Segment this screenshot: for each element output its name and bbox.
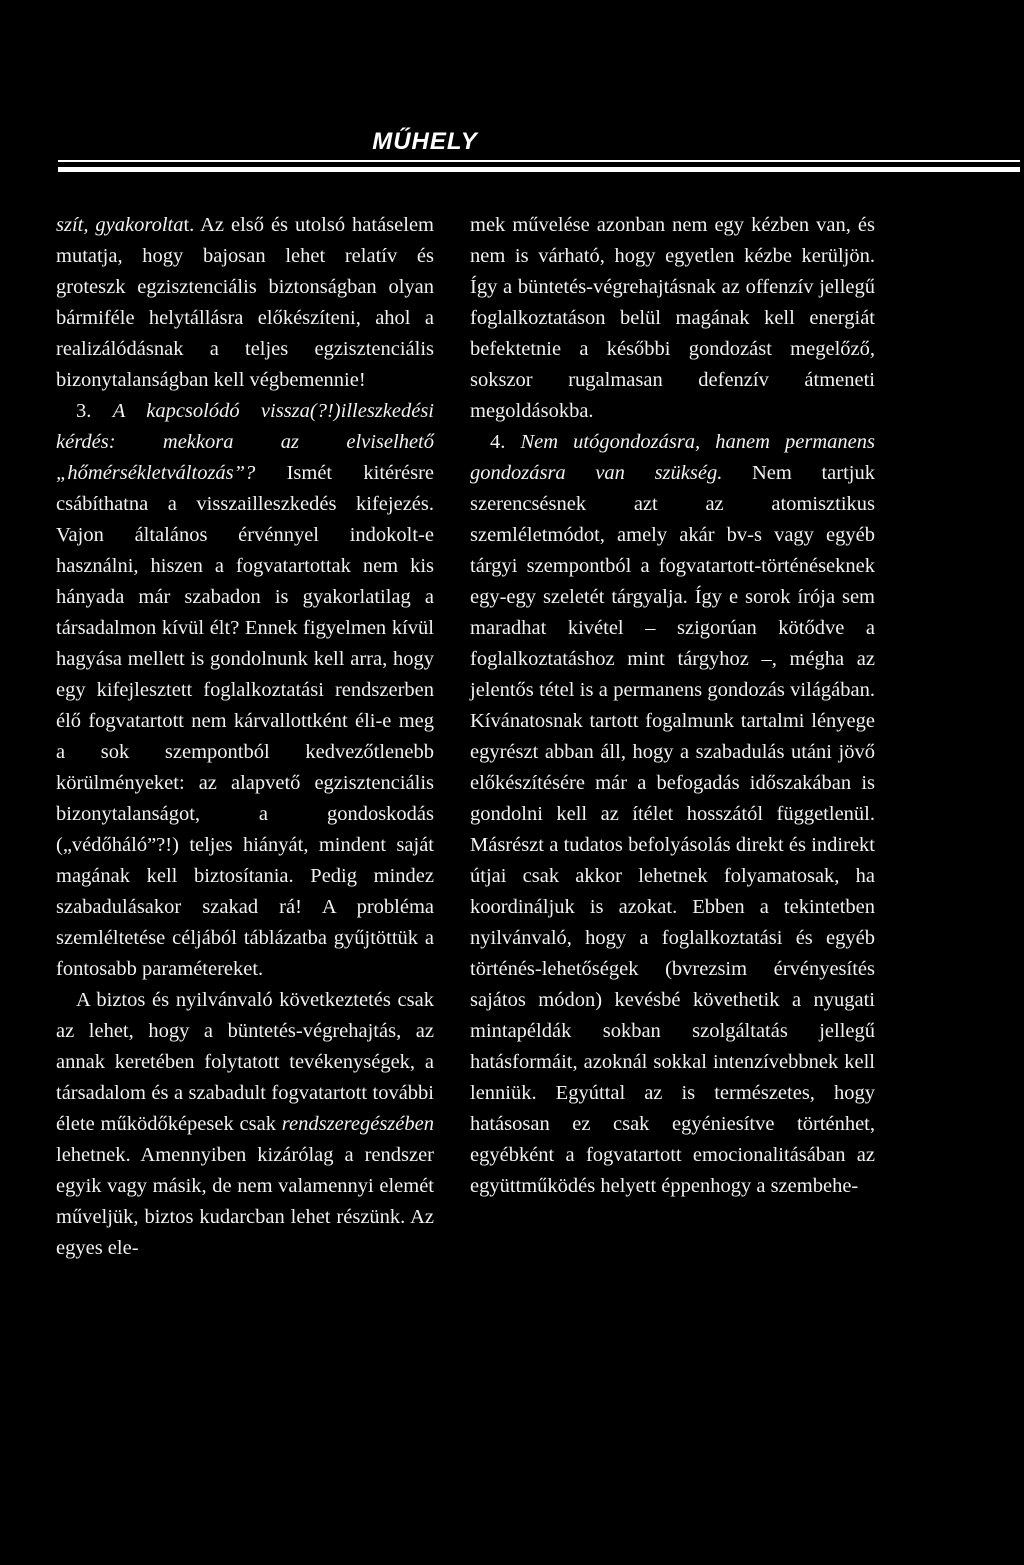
point-heading: A kapcsolódó vissza(?!)illeszkedési kérdés: mekkora az elviselhető „hőmérsékletváltozás”? [56, 400, 434, 484]
point-number: 3. [76, 400, 113, 422]
point-number: 4. [490, 431, 521, 453]
italic-run: szít, gyakorolta [56, 214, 184, 236]
text-run: A biztos és nyilvánvaló következtetés csak az lehet, hogy a büntetés-végrehajtás, az annak keretében folytatott tevékenységek, a társadalom és a szabadult fogvatartott további élete működőképesek csak [56, 989, 434, 1135]
paragraph-point-4 [470, 427, 875, 1202]
paragraph-point-3 [56, 396, 434, 985]
paragraph [56, 210, 434, 396]
text-run: mek művelése azonban nem egy kézben van, és nem is várható, hogy egyetlen kézbe kerüljön. Így a büntetés-végrehajtásnak az offenzív jellegű foglalkoztatáson belül magának kell energiát befektetnie a későbbi gondozást megelőző, sokszor rugalmasan defenzív átmeneti megoldásokba. [470, 214, 875, 422]
right-column [470, 210, 875, 1202]
text-run: lehetnek. Amennyiben kizárólag a rendszer egyik vagy másik, de nem valamennyi elemét műveljük, biztos kudarcban lehet részünk. Az egyes ele- [56, 1144, 434, 1259]
header-rule-thin [58, 160, 1020, 162]
text-run: Nem tartjuk szerencsésnek azt az atomisztikus szemléletmódot, amely akár bv-s vagy egyéb tárgyi szempontból a fogvatartott-történéseknek egy-egy szeletét tárgyalja. Így e sorok írója sem maradhat kivétel – szigorúan kötődve a foglalkoztatáshoz mint tárgyhoz –, mégha az jelentős tétel is a permanens gondozás világában. Kívánatosnak tartott fogalmunk tartalmi lényege egyrészt abban áll, hogy a szabadulás utáni jövő előkészítésére már a befogadás időszakában is gondolni kell az ítélet hosszától függetlenül. Másrészt a tudatos befolyásolás direkt és indirekt útjai csak akkor lehetnek folyamatosak, ha koordináljuk is azokat. Ebben a tekintetben nyilvánvaló, hogy a foglalkoztatási és egyéb történés-lehetőségek (bvrezsim érvényesítés sajátos módon) kevésbé követhetik a nyugati mintapéldák sokban szolgáltatás jellegű hatásformáit, azoknál sokkal intenzívebbnek kell lenniük. Egyúttal az is természetes, hogy hatásosan ez csak egyéniesítve történhet, egyébként a fogvatartott emocionalitásában az együttműködés helyett éppenhogy a szembehe- [470, 462, 875, 1197]
text-run: Ismét kitérésre csábíthatna a visszailleszkedés kifejezés. Vajon általános érvénnyel indokolt-e használni, hiszen a fogvatartottak nem kis hányada már szabadon is gyakorlatilag a társadalmon kívül élt? Ennek figyelmen kívül hagyása mellett is gondolnunk kell arra, hogy egy kifejlesztett foglalkoztatási rendszerben élő fogvatartott nem kárvallottként éli-e meg a sok szempontból kedvezőtlenebb körülményeket: az alapvető egzisztenciális bizonytalanságot, a gondoskodás („védőháló”?!) teljes hiányát, mindent saját magának kell biztosítania. Pedig mindez szabadulásakor szakad rá! A probléma szemléltetése céljából táblázatba gyűjtöttük a fontosabb paramétereket. [56, 462, 434, 980]
section-title: MŰHELY [372, 128, 478, 155]
text-run: t. Az első és utolsó hatáselem mutatja, hogy bajosan lehet relatív és groteszk egzisztenciális biztonságban olyan bármiféle helytállásra előkészíteni, ahol a realizálódásnak a teljes egzisztenciális bizonytalanságban kell végbemennie! [56, 214, 434, 391]
italic-run: rendszeregészében [281, 1113, 434, 1135]
header-rule-thick [58, 167, 1020, 172]
point-heading: Nem utógondozásra, hanem permanens gondozásra van szükség. [470, 431, 875, 484]
page-header [0, 128, 1024, 180]
paragraph [470, 210, 875, 427]
left-column [56, 210, 434, 1264]
paragraph [56, 985, 434, 1264]
